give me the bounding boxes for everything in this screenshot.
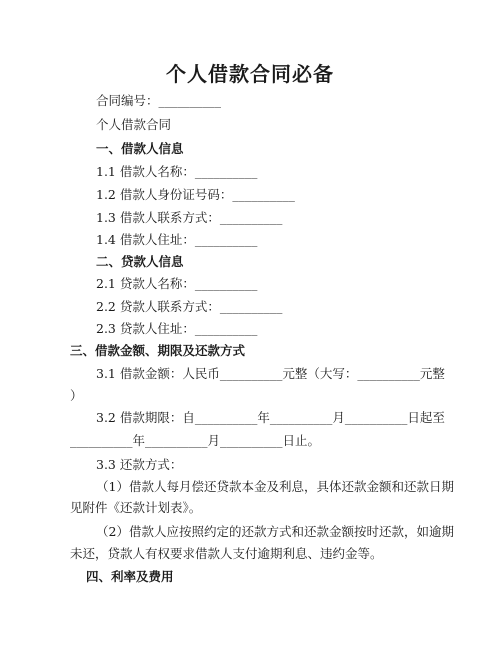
clause-2-1: 2.1 贷款人名称：__________ xyxy=(96,276,258,291)
clause-3-3-1-line-2: 见附件《还款计划表》。 xyxy=(70,500,202,515)
clause-3-3: 3.3 还款方式： xyxy=(96,457,183,472)
clause-1-2: 1.2 借款人身份证号码：__________ xyxy=(96,187,295,202)
clause-3-1-line-1: 3.1 借款金额：人民币__________元整（大写：__________元整 xyxy=(96,366,445,381)
section-3-heading: 三、借款金额、期限及还款方式 xyxy=(70,343,246,358)
clause-3-1-line-2: ） xyxy=(70,388,83,403)
section-1-heading: 一、借款人信息 xyxy=(96,141,184,156)
clause-2-3: 2.3 贷款人住址：__________ xyxy=(96,321,258,336)
clause-1-1: 1.1 借款人名称：__________ xyxy=(96,164,258,179)
clause-1-4: 1.4 借款人住址：__________ xyxy=(96,232,258,247)
document-title: 个人借款合同必备 xyxy=(166,62,334,86)
contract-subtitle: 个人借款合同 xyxy=(96,117,172,132)
clause-3-2-line-1: 3.2 借款期限：自__________年__________月__________日起至 xyxy=(96,410,445,425)
clause-1-3: 1.3 借款人联系方式：__________ xyxy=(96,210,283,225)
section-4-heading: 四、利率及费用 xyxy=(86,569,174,584)
clause-3-3-2-line-2: 未还，贷款人有权要求借款人支付逾期利息、违约金等。 xyxy=(70,546,383,561)
clause-2-2: 2.2 贷款人联系方式：__________ xyxy=(96,299,283,314)
contract-number-line: 合同编号：__________ xyxy=(96,93,222,108)
clause-3-3-1-line-1: （1）借款人每月偿还贷款本金及利息，具体还款金额和还款日期 xyxy=(96,479,454,494)
clause-3-2-line-2: __________年__________月__________日止。 xyxy=(70,433,321,448)
section-2-heading: 二、贷款人信息 xyxy=(96,254,184,269)
clause-3-3-2-line-1: （2）借款人应按照约定的还款方式和还款金额按时还款，如逾期 xyxy=(96,524,454,539)
